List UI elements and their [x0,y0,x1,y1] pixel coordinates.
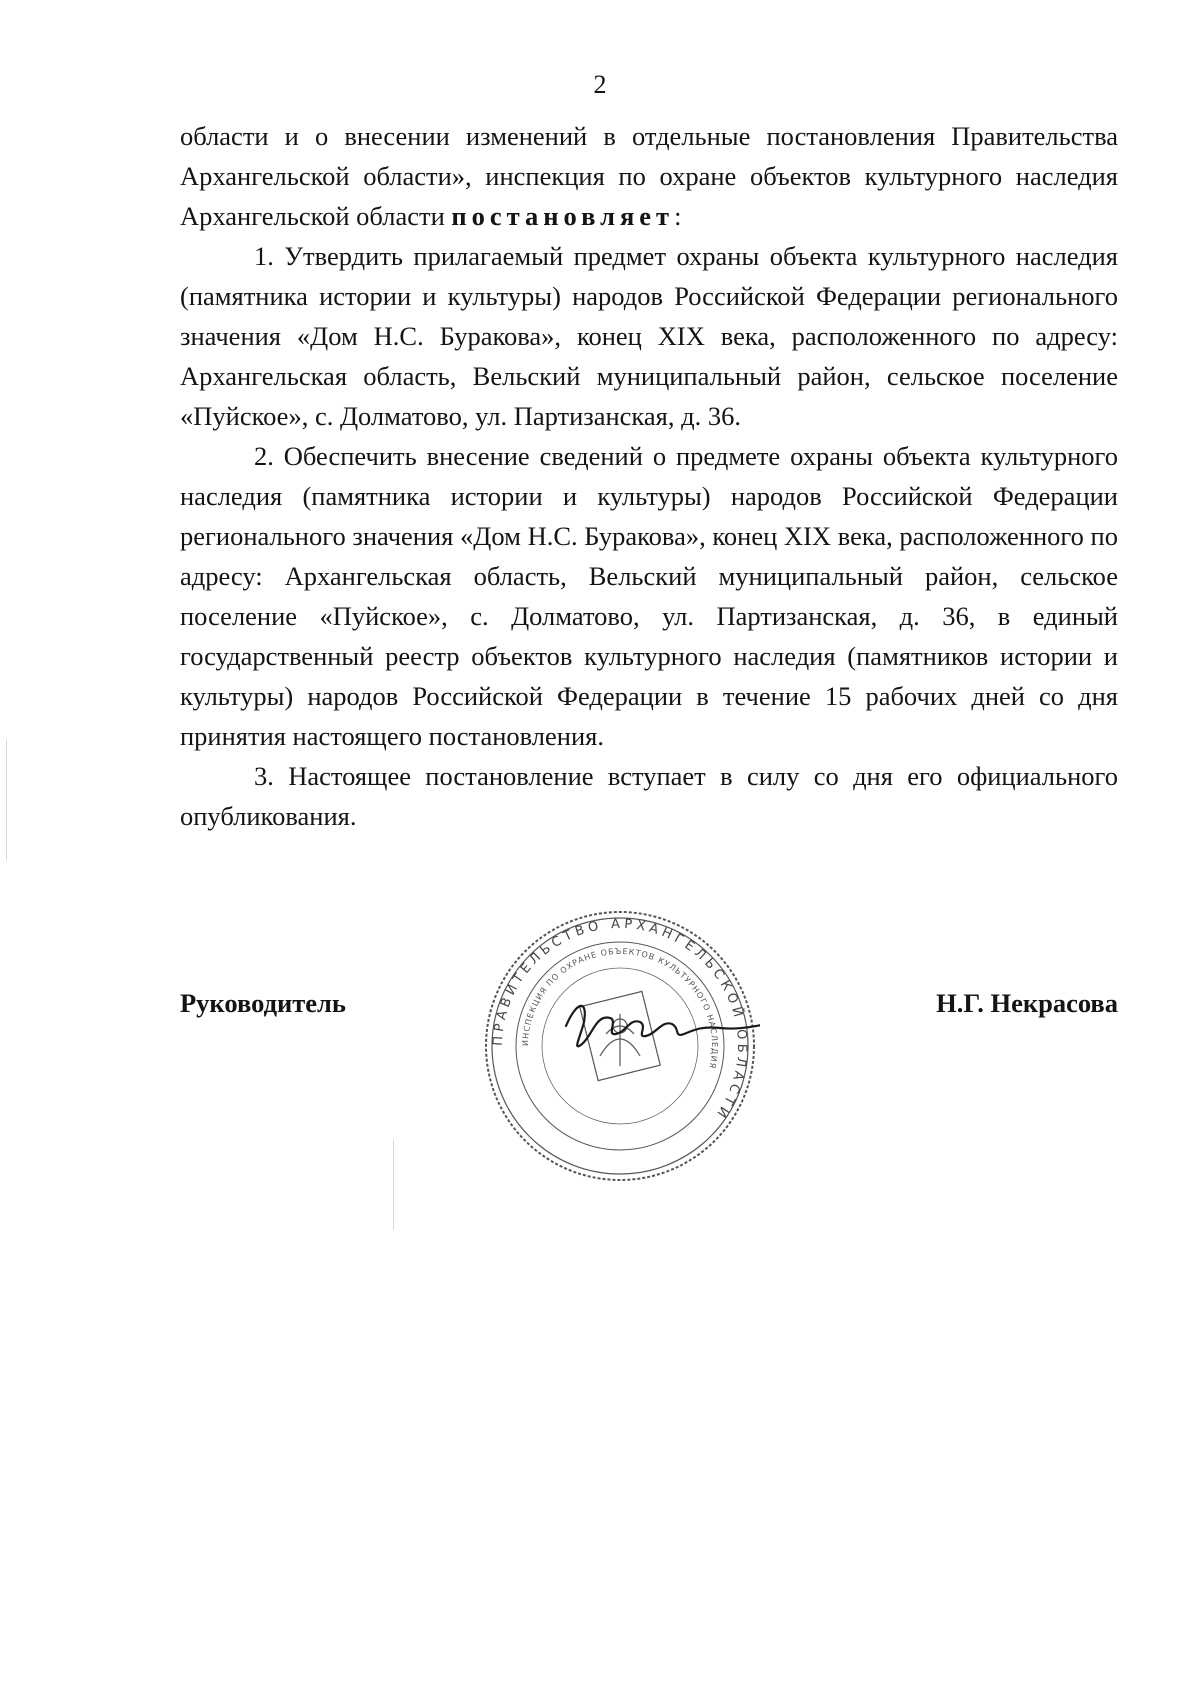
scan-artifact-bottom [393,1140,394,1230]
page-number: 2 [593,70,607,99]
stamp-outer-text: ПРАВИТЕЛЬСТВО АРХАНГЕЛЬСКОЙ ОБЛАСТИ [490,916,750,1124]
intro-colon: : [674,201,682,231]
scan-artifact-left [6,740,7,860]
item-1-paragraph: 1. Утвердить прилагаемый предмет охраны объекта культурного наследия (памятника истории и культуры) народов Российской Федерации регионального значения «Дом Н.С. Буракова», конец XIX века, расположенного по адресу: Архангельская область, Вельский муниципальный район, сельское поселение «Пуйское», с. Долматово, ул. Партизанская, д. 36. [180,241,1118,431]
intro-paragraph [180,116,1118,236]
stamp-inner-text: ИНСПЕКЦИЯ ПО ОХРАНЕ ОБЪЕКТОВ КУЛЬТУРНОГО НАСЛЕДИЯ [520,946,720,1071]
document-body [180,116,1118,836]
resolution-keyword: постановляет [451,201,675,231]
item-2-paragraph: 2. Обеспечить внесение сведений о предмете охраны объекта культурного наследия (памятника истории и культуры) народов Российской Федерации регионального значения «Дом Н.С. Буракова», конец XIX века, расположенного по адресу: Архангельская область, Вельский муниципальный район, сельское поселение «Пуйское», с. Долматово, ул. Партизанская, д. 36, в единый государственный реестр объектов культурного наследия (памятников истории и культуры) народов Российской Федерации в течение 15 рабочих дней со дня принятия настоящего постановления. [180,441,1118,751]
intro-text: области и о внесении изменений в отдельные постановления Правительства Архангельской области», инспекция по охране объектов культурного наследия Архангельской области [180,121,1118,231]
official-seal-stamp [480,906,760,1186]
item-3-paragraph: 3. Настоящее постановление вступает в силу со дня его официального опубликования. [180,761,1118,831]
signatory-title: Руководитель [180,988,346,1018]
signatory-name: Н.Г. Некрасова [936,988,1118,1018]
